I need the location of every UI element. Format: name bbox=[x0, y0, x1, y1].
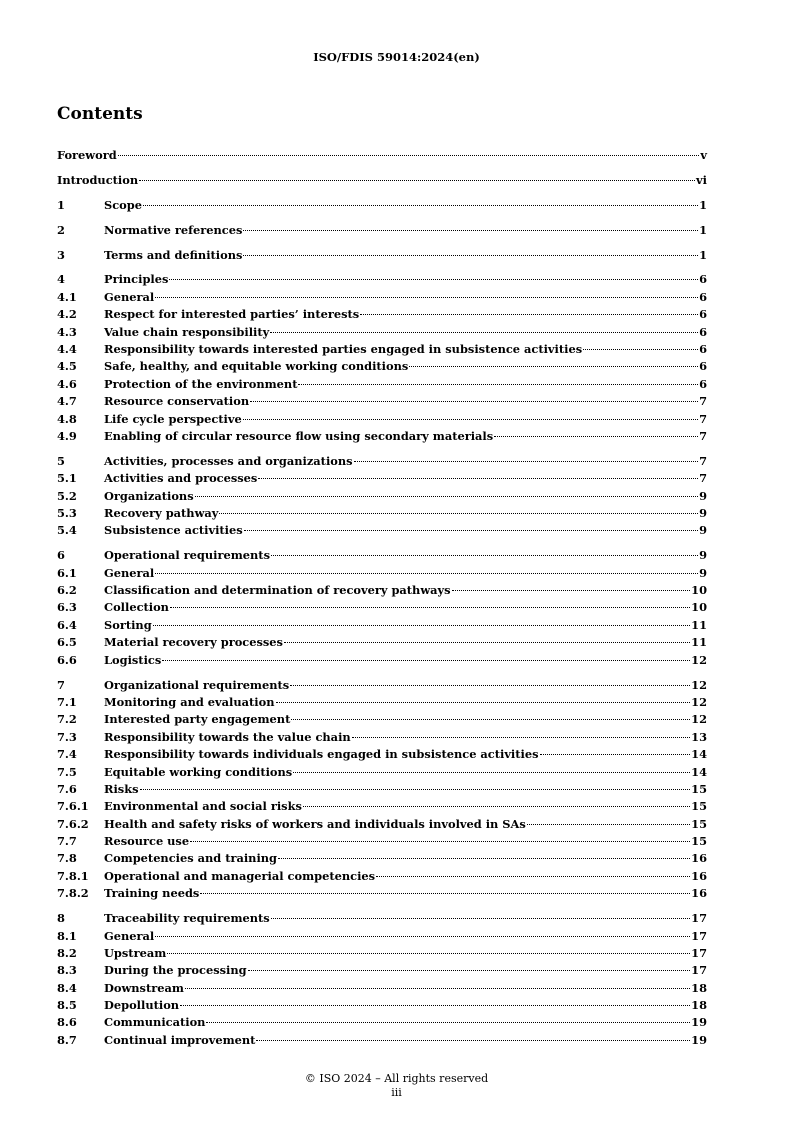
toc-entry-title: Life cycle perspective bbox=[104, 411, 242, 426]
toc-entry[interactable] bbox=[57, 488, 707, 505]
toc-entry[interactable] bbox=[57, 729, 707, 746]
toc-entry-title: Safe, healthy, and equitable working conditions bbox=[104, 359, 409, 374]
toc-entry-page: 6 bbox=[699, 324, 707, 339]
toc-entry-title: Organizational requirements bbox=[104, 677, 290, 692]
toc-entry[interactable] bbox=[57, 172, 707, 189]
toc-entry-title: General bbox=[104, 928, 155, 943]
toc-entry-page: 16 bbox=[691, 868, 707, 883]
toc-entry-number: 7.6.1 bbox=[57, 799, 89, 814]
toc-entry-number: 6 bbox=[57, 548, 65, 563]
toc-entry-page: 6 bbox=[699, 307, 707, 322]
toc-entry[interactable] bbox=[57, 868, 707, 885]
toc-entry-page: 9 bbox=[699, 548, 707, 563]
toc-entry-page: 6 bbox=[699, 359, 707, 374]
toc-entry-title: Sorting bbox=[104, 617, 152, 632]
toc-entry-number: 4.3 bbox=[57, 324, 77, 339]
toc-entry-title: Classification and determination of recovery pathways bbox=[104, 583, 451, 598]
toc-dot-leader bbox=[118, 155, 700, 156]
toc-entry[interactable] bbox=[57, 505, 707, 522]
toc-entry-number: 8.6 bbox=[57, 1015, 77, 1030]
toc-entry-page: 19 bbox=[691, 1015, 707, 1030]
toc-entry-number: 6.3 bbox=[57, 600, 77, 615]
toc-entry[interactable] bbox=[57, 764, 707, 781]
toc-entry-number: 7.8.1 bbox=[57, 868, 89, 883]
toc-entry[interactable] bbox=[57, 289, 707, 306]
toc-entry-title: Communication bbox=[104, 1015, 206, 1030]
toc-entry-page: 15 bbox=[691, 799, 707, 814]
toc-entry-page: 9 bbox=[699, 488, 707, 503]
toc-dot-leader bbox=[243, 419, 698, 420]
toc-entry-title: Collection bbox=[104, 600, 169, 615]
toc-entry-number: 4.1 bbox=[57, 289, 77, 304]
toc-dot-leader bbox=[219, 513, 698, 514]
toc-entry-title: Competencies and training bbox=[104, 851, 278, 866]
toc-entry[interactable] bbox=[57, 222, 707, 239]
toc-dot-leader bbox=[169, 279, 698, 280]
toc-dot-leader bbox=[195, 496, 698, 497]
toc-entry-page: 7 bbox=[699, 394, 707, 409]
table-of-contents bbox=[57, 147, 707, 1049]
toc-dot-leader bbox=[167, 953, 690, 954]
toc-entry-title: Health and safety risks of workers and individuals involved in SAs bbox=[104, 816, 526, 831]
toc-dot-leader bbox=[243, 255, 698, 256]
toc-entry-number: 5.2 bbox=[57, 488, 77, 503]
toc-entry[interactable] bbox=[57, 997, 707, 1014]
toc-entry[interactable] bbox=[57, 197, 707, 214]
toc-entry-number: 8 bbox=[57, 911, 65, 926]
toc-entry-title: Terms and definitions bbox=[104, 247, 243, 262]
toc-entry-page: 19 bbox=[691, 1032, 707, 1047]
toc-entry-title: Responsibility towards individuals engaged in subsistence activities bbox=[104, 747, 539, 762]
toc-entry-page: 7 bbox=[699, 471, 707, 486]
toc-entry[interactable] bbox=[57, 358, 707, 375]
toc-dot-leader bbox=[376, 876, 690, 877]
toc-entry-title: Interested party engagement bbox=[104, 712, 291, 727]
toc-dot-leader bbox=[250, 401, 698, 402]
toc-dot-leader bbox=[293, 772, 690, 773]
toc-entry[interactable] bbox=[57, 980, 707, 997]
toc-entry-number: 7.2 bbox=[57, 712, 77, 727]
toc-entry-title: Downstream bbox=[104, 980, 184, 995]
toc-entry-title: Operational and managerial competencies bbox=[104, 868, 376, 883]
toc-entry[interactable] bbox=[57, 634, 707, 651]
toc-entry[interactable] bbox=[57, 306, 707, 323]
toc-entry-number: 6.5 bbox=[57, 635, 77, 650]
toc-entry-title: Depollution bbox=[104, 998, 180, 1013]
toc-entry-title: Activities, processes and organizations bbox=[104, 453, 353, 468]
toc-entry[interactable] bbox=[57, 962, 707, 979]
toc-entry[interactable] bbox=[57, 711, 707, 728]
toc-entry-number: 6.2 bbox=[57, 583, 77, 598]
toc-entry[interactable] bbox=[57, 453, 707, 470]
toc-entry-page: 17 bbox=[691, 945, 707, 960]
toc-entry-title: Resource conservation bbox=[104, 394, 250, 409]
toc-entry-number: 8.1 bbox=[57, 928, 77, 943]
toc-entry[interactable] bbox=[57, 565, 707, 582]
toc-entry[interactable] bbox=[57, 816, 707, 833]
toc-entry-title: Enabling of circular resource flow using secondary materials bbox=[104, 428, 494, 443]
toc-entry-title: Protection of the environment bbox=[104, 376, 298, 391]
toc-entry-page: 1 bbox=[699, 247, 707, 262]
toc-entry-number: 7.8.2 bbox=[57, 886, 89, 901]
toc-entry[interactable] bbox=[57, 781, 707, 798]
toc-entry[interactable] bbox=[57, 470, 707, 487]
toc-entry[interactable] bbox=[57, 393, 707, 410]
toc-entry-page: 17 bbox=[691, 911, 707, 926]
toc-entry[interactable] bbox=[57, 910, 707, 927]
toc-dot-leader bbox=[540, 754, 691, 755]
toc-dot-leader bbox=[155, 297, 698, 298]
toc-dot-leader bbox=[248, 970, 691, 971]
toc-dot-leader bbox=[143, 205, 698, 206]
toc-entry[interactable] bbox=[57, 582, 707, 599]
toc-dot-leader bbox=[276, 702, 691, 703]
toc-entry[interactable] bbox=[57, 798, 707, 815]
toc-entry[interactable] bbox=[57, 945, 707, 962]
toc-dot-leader bbox=[180, 1005, 690, 1006]
toc-entry-title: Logistics bbox=[104, 652, 162, 667]
toc-entry-title: Normative references bbox=[104, 222, 243, 237]
toc-entry-title: General bbox=[104, 565, 155, 580]
toc-dot-leader bbox=[354, 461, 699, 462]
toc-dot-leader bbox=[298, 384, 698, 385]
toc-entry-number: 5.4 bbox=[57, 523, 77, 538]
toc-entry-title: Principles bbox=[104, 272, 169, 287]
toc-entry-number: 4.8 bbox=[57, 411, 77, 426]
toc-entry-title: Value chain responsibility bbox=[104, 324, 270, 339]
toc-entry[interactable] bbox=[57, 694, 707, 711]
toc-entry-number: 4.9 bbox=[57, 428, 77, 443]
toc-entry-number: 6.6 bbox=[57, 652, 77, 667]
toc-entry-page: 12 bbox=[691, 652, 707, 667]
toc-entry[interactable] bbox=[57, 928, 707, 945]
toc-entry[interactable] bbox=[57, 147, 707, 164]
toc-entry-number: 4.7 bbox=[57, 394, 77, 409]
toc-entry[interactable] bbox=[57, 547, 707, 564]
toc-dot-leader bbox=[583, 349, 698, 350]
toc-entry-title: Material recovery processes bbox=[104, 635, 283, 650]
toc-entry-title: Training needs bbox=[104, 886, 200, 901]
toc-dot-leader bbox=[291, 719, 690, 720]
toc-dot-leader bbox=[527, 824, 690, 825]
toc-entry-title: Monitoring and evaluation bbox=[104, 694, 275, 709]
toc-entry-page: 17 bbox=[691, 928, 707, 943]
toc-entry-page: 14 bbox=[691, 747, 707, 762]
toc-entry[interactable] bbox=[57, 677, 707, 694]
toc-entry-title: Respect for interested parties’ interests bbox=[104, 307, 360, 322]
toc-dot-leader bbox=[155, 936, 690, 937]
toc-entry-page: 1 bbox=[699, 222, 707, 237]
toc-entry-page: 6 bbox=[699, 272, 707, 287]
toc-dot-leader bbox=[190, 841, 690, 842]
toc-entry-title: Continual improvement bbox=[104, 1032, 256, 1047]
toc-entry-title: Responsibility towards interested parties engaged in subsistence activities bbox=[104, 342, 583, 357]
page-number: iii bbox=[391, 1086, 402, 1099]
toc-entry[interactable] bbox=[57, 341, 707, 358]
toc-entry-number: 8.4 bbox=[57, 980, 77, 995]
toc-dot-leader bbox=[162, 660, 690, 661]
toc-dot-leader bbox=[409, 366, 698, 367]
toc-entry-page: 6 bbox=[699, 342, 707, 357]
toc-dot-leader bbox=[153, 625, 690, 626]
toc-entry-number: 3 bbox=[57, 247, 65, 262]
toc-entry-page: 17 bbox=[691, 963, 707, 978]
toc-entry-title: Responsibility towards the value chain bbox=[104, 729, 351, 744]
toc-entry[interactable] bbox=[57, 885, 707, 902]
toc-entry-number: 5.1 bbox=[57, 471, 77, 486]
toc-entry-title: During the processing bbox=[104, 963, 247, 978]
toc-entry-page: 9 bbox=[699, 565, 707, 580]
toc-entry-page: 11 bbox=[691, 617, 707, 632]
toc-entry-page: vi bbox=[696, 172, 707, 187]
toc-entry-page: 14 bbox=[691, 764, 707, 779]
toc-entry-number: 7.6.2 bbox=[57, 816, 89, 831]
toc-dot-leader bbox=[139, 180, 695, 181]
toc-entry-page: 10 bbox=[691, 600, 707, 615]
toc-entry-number: 4.2 bbox=[57, 307, 77, 322]
toc-entry[interactable] bbox=[57, 324, 707, 341]
toc-entry-number: 6.4 bbox=[57, 617, 77, 632]
toc-dot-leader bbox=[258, 478, 698, 479]
document-header: ISO/FDIS 59014:2024(en) bbox=[313, 50, 480, 64]
toc-entry-page: 6 bbox=[699, 376, 707, 391]
toc-entry-number: 8.2 bbox=[57, 945, 77, 960]
toc-entry-title: Upstream bbox=[104, 945, 167, 960]
toc-entry-number: 7 bbox=[57, 677, 65, 692]
toc-dot-leader bbox=[352, 737, 690, 738]
toc-entry-number: 4.5 bbox=[57, 359, 77, 374]
toc-dot-leader bbox=[303, 806, 690, 807]
toc-entry-title: Organizations bbox=[104, 488, 194, 503]
toc-dot-leader bbox=[270, 332, 698, 333]
toc-entry[interactable] bbox=[57, 247, 707, 264]
toc-entry-number: 7.7 bbox=[57, 834, 77, 849]
toc-entry-page: 16 bbox=[691, 851, 707, 866]
toc-entry-page: 12 bbox=[691, 712, 707, 727]
toc-entry-title: Resource use bbox=[104, 834, 190, 849]
toc-entry-page: 11 bbox=[691, 635, 707, 650]
toc-entry-number: 2 bbox=[57, 222, 65, 237]
toc-entry-page: 9 bbox=[699, 523, 707, 538]
toc-dot-leader bbox=[360, 314, 698, 315]
toc-entry-number: 7.1 bbox=[57, 694, 77, 709]
toc-entry-number: 4 bbox=[57, 272, 65, 287]
toc-entry-page: 18 bbox=[691, 980, 707, 995]
toc-dot-leader bbox=[155, 573, 698, 574]
toc-dot-leader bbox=[290, 685, 690, 686]
toc-entry-page: 12 bbox=[691, 677, 707, 692]
toc-entry[interactable] bbox=[57, 271, 707, 288]
toc-entry-title: Risks bbox=[104, 781, 139, 796]
toc-entry-page: 16 bbox=[691, 886, 707, 901]
toc-entry-title: Equitable working conditions bbox=[104, 764, 293, 779]
toc-dot-leader bbox=[185, 988, 690, 989]
page-footer bbox=[0, 1072, 793, 1100]
toc-entry-number: 7.3 bbox=[57, 729, 77, 744]
toc-entry-page: 15 bbox=[691, 816, 707, 831]
toc-entry-page: 15 bbox=[691, 781, 707, 796]
toc-entry-title: Scope bbox=[104, 197, 142, 212]
toc-dot-leader bbox=[140, 789, 691, 790]
toc-dot-leader bbox=[200, 893, 690, 894]
toc-entry-number: 6.1 bbox=[57, 565, 77, 580]
toc-dot-leader bbox=[256, 1040, 690, 1041]
toc-entry-number: 1 bbox=[57, 197, 65, 212]
contents-heading: Contents bbox=[57, 104, 143, 124]
toc-dot-leader bbox=[452, 590, 691, 591]
toc-entry-number: 7.4 bbox=[57, 747, 77, 762]
toc-entry-number: 7.8 bbox=[57, 851, 77, 866]
toc-entry-title: Recovery pathway bbox=[104, 506, 219, 521]
toc-entry-page: 1 bbox=[699, 197, 707, 212]
toc-entry-page: 18 bbox=[691, 998, 707, 1013]
toc-entry[interactable] bbox=[57, 376, 707, 393]
toc-dot-leader bbox=[271, 918, 690, 919]
toc-entry[interactable] bbox=[57, 617, 707, 634]
toc-entry-title: Foreword bbox=[57, 148, 117, 162]
toc-entry[interactable] bbox=[57, 1014, 707, 1031]
toc-entry-number: 5.3 bbox=[57, 506, 77, 521]
toc-entry[interactable] bbox=[57, 652, 707, 669]
toc-entry-page: 7 bbox=[699, 453, 707, 468]
toc-entry[interactable] bbox=[57, 833, 707, 850]
toc-entry-number: 7.5 bbox=[57, 764, 77, 779]
toc-entry-title: Activities and processes bbox=[104, 471, 258, 486]
toc-entry[interactable] bbox=[57, 428, 707, 445]
toc-dot-leader bbox=[243, 230, 698, 231]
toc-entry-title: Traceability requirements bbox=[104, 911, 270, 926]
toc-dot-leader bbox=[244, 530, 698, 531]
toc-dot-leader bbox=[284, 642, 690, 643]
toc-entry-number: 8.3 bbox=[57, 963, 77, 978]
copyright-notice: © ISO 2024 – All rights reserved bbox=[304, 1072, 489, 1085]
toc-dot-leader bbox=[494, 436, 698, 437]
toc-entry-page: 12 bbox=[691, 694, 707, 709]
toc-entry-page: 7 bbox=[699, 428, 707, 443]
toc-entry[interactable] bbox=[57, 746, 707, 763]
toc-entry-number: 4.4 bbox=[57, 342, 77, 357]
toc-entry-title: Introduction bbox=[57, 172, 139, 187]
toc-dot-leader bbox=[206, 1022, 690, 1023]
toc-entry[interactable] bbox=[57, 1032, 707, 1049]
toc-entry-number: 5 bbox=[57, 453, 65, 468]
toc-entry-page: 10 bbox=[691, 583, 707, 598]
toc-entry-page: 7 bbox=[699, 411, 707, 426]
toc-entry-number: 8.7 bbox=[57, 1032, 77, 1047]
toc-entry-page: 15 bbox=[691, 834, 707, 849]
toc-entry-page: 9 bbox=[699, 506, 707, 521]
toc-entry[interactable] bbox=[57, 522, 707, 539]
toc-entry-title: Subsistence activities bbox=[104, 523, 243, 538]
toc-entry-page: 13 bbox=[691, 729, 707, 744]
toc-entry[interactable] bbox=[57, 850, 707, 867]
toc-entry[interactable] bbox=[57, 599, 707, 616]
toc-entry-page: v bbox=[700, 148, 707, 162]
toc-entry-title: General bbox=[104, 289, 155, 304]
toc-entry-title: Operational requirements bbox=[104, 548, 270, 563]
toc-entry-number: 8.5 bbox=[57, 998, 77, 1013]
toc-entry-title: Environmental and social risks bbox=[104, 799, 302, 814]
toc-entry[interactable] bbox=[57, 411, 707, 428]
toc-dot-leader bbox=[170, 607, 690, 608]
toc-entry-number: 4.6 bbox=[57, 376, 77, 391]
toc-dot-leader bbox=[278, 858, 690, 859]
toc-entry-page: 6 bbox=[699, 289, 707, 304]
toc-entry-number: 7.6 bbox=[57, 781, 77, 796]
toc-dot-leader bbox=[271, 555, 698, 556]
